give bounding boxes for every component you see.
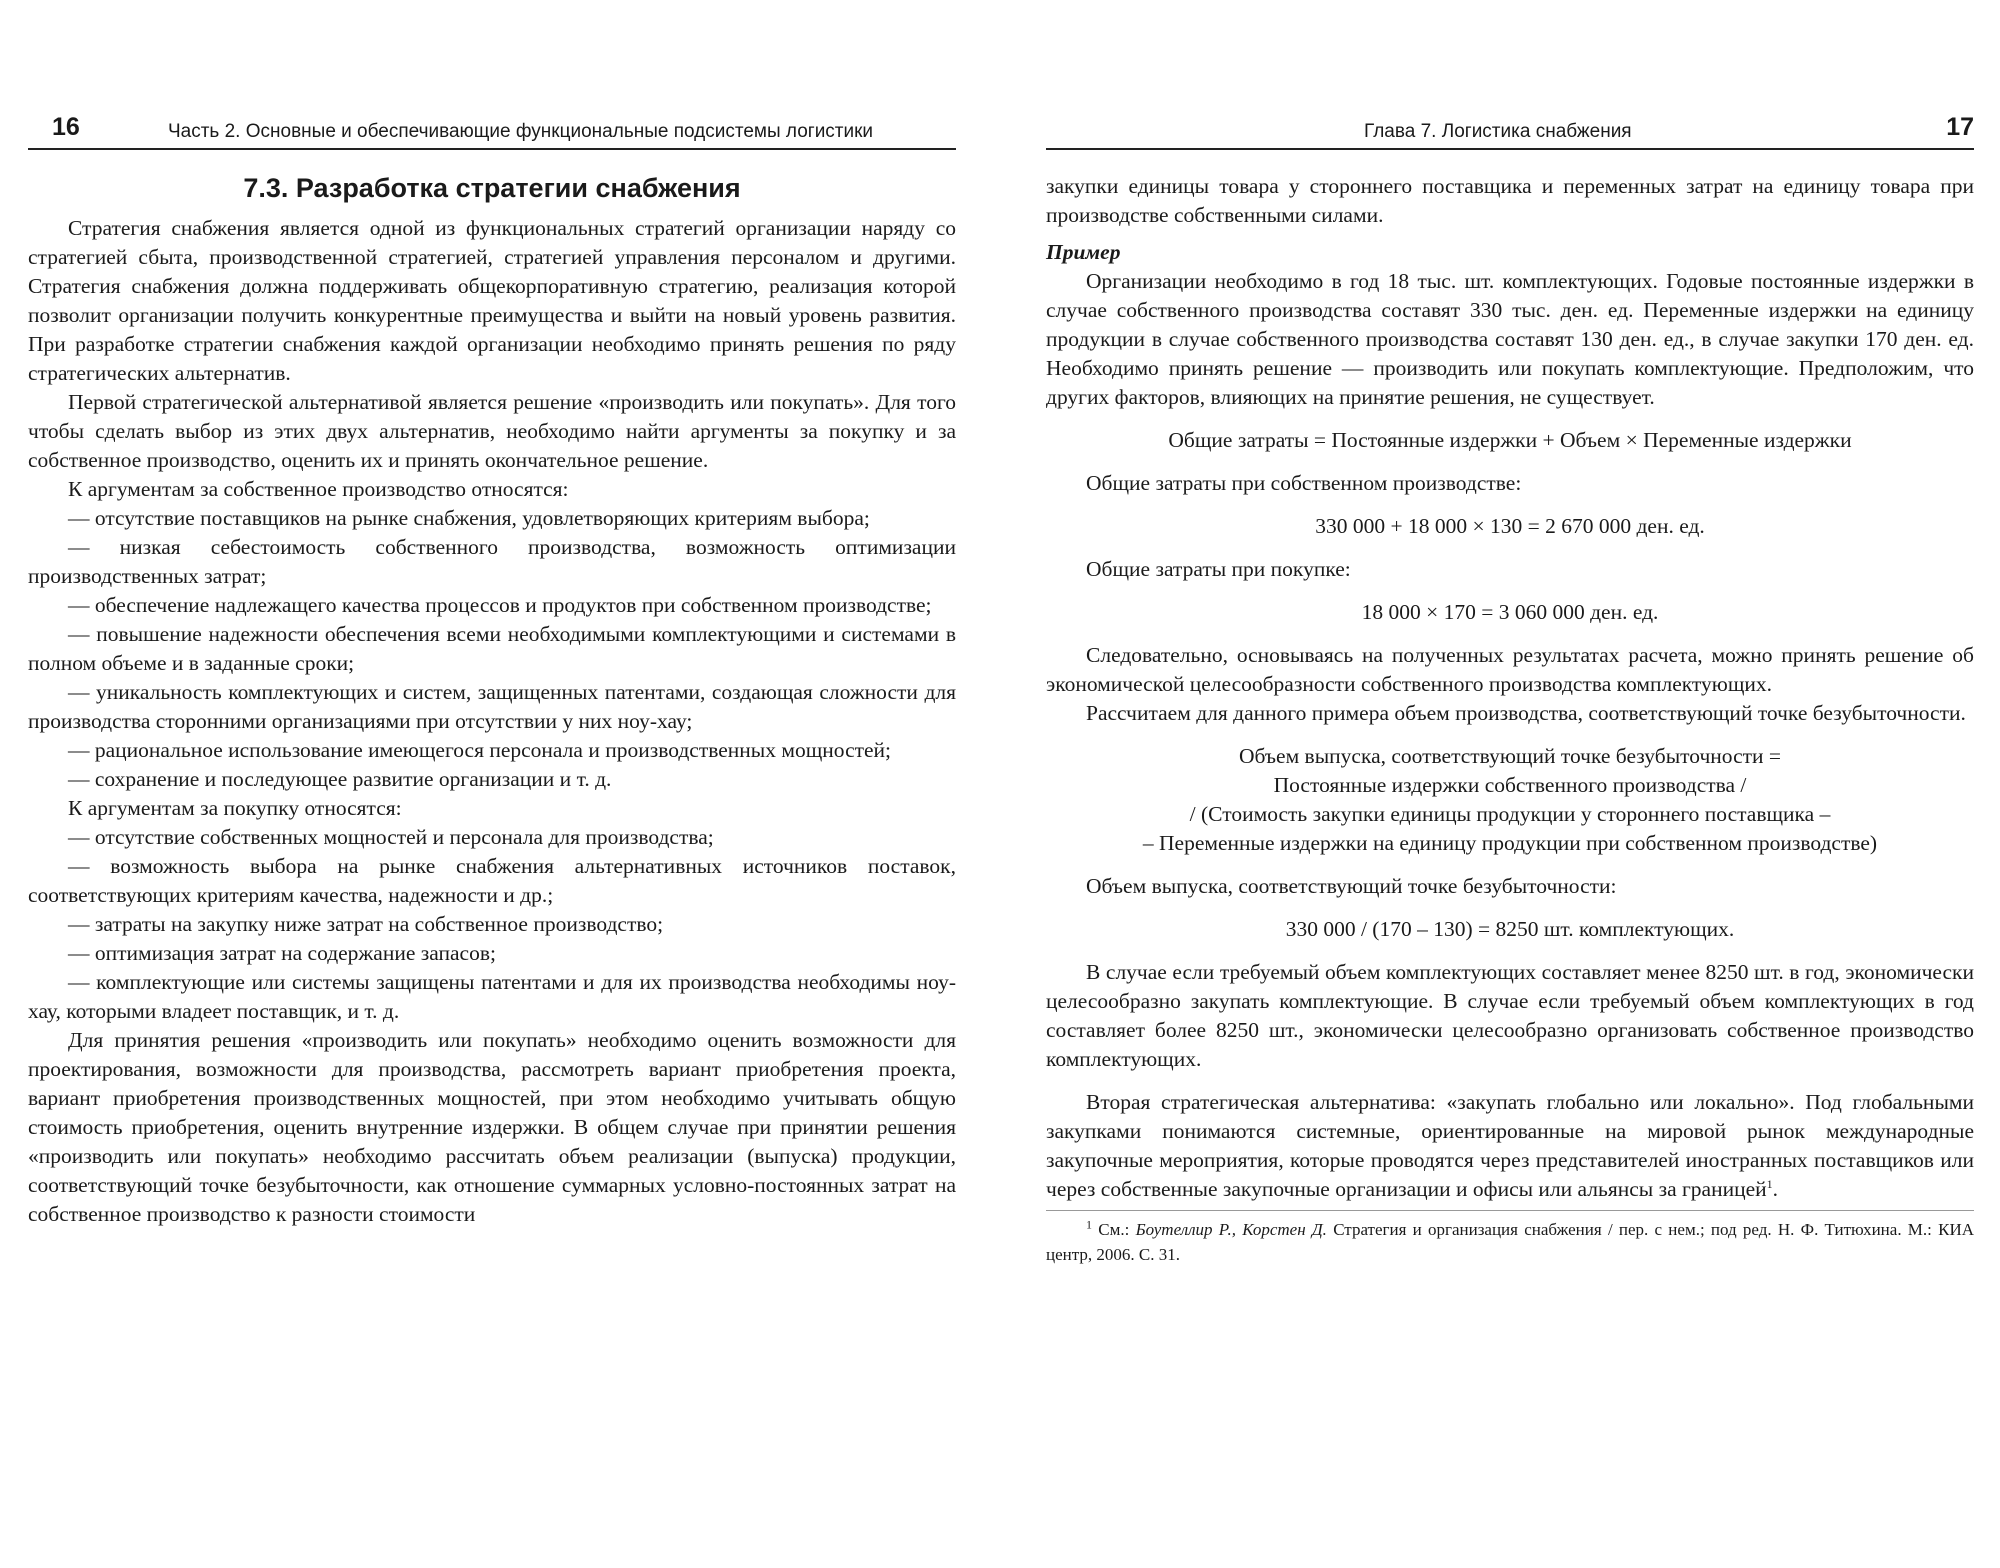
- label-purchase: Общие затраты при покупке:: [1086, 557, 1351, 581]
- breakeven-calc: 330 000 / (170 – 130) = 8250 шт. комплектующих.: [1285, 917, 1735, 941]
- left-page-body: [28, 168, 956, 1229]
- calc-own-production: 330 000 + 18 000 × 130 = 2 670 000 ден. ед.: [1315, 514, 1705, 538]
- breakeven-formula-line: Объем выпуска, соответствующий точке безубыточности =: [1238, 744, 1782, 768]
- left-page-number: 16: [52, 113, 80, 141]
- second-alternative-text: Вторая стратегическая альтернатива: «закупать глобально или локально». Под глобальными закупками понимаются системные, ориентированные на мировой рынок международные закупочные мероприятия, которые проводятся через представителей иностранных поставщиков или через собственные закупочные организации и офисы или альянсы за границей: [1046, 1090, 1974, 1201]
- paragraph: Стратегия снабжения является одной из функциональных стратегий организации наряду со стратегией сбыта, производственной стратегией, стратегией управления персоналом и другими. Стратегия снабжения должна поддерживать общекорпоративную стратегию, реализация которой позволит организации получить конкурентные преимущества и выйти на новый уровень развития. При разработке стратегии снабжения каждой организации необходимо принять решения по ряду стратегических альтернатив.: [28, 216, 956, 385]
- paragraph: К аргументам за покупку относятся:: [68, 796, 402, 820]
- list-item: — затраты на закупку ниже затрат на собственное производство;: [68, 912, 664, 936]
- list-item: — низкая себестоимость собственного производства, возможность оптимизации производственных затрат;: [28, 535, 956, 588]
- breakeven-text: В случае если требуемый объем комплектующих составляет менее 8250 шт. в год, экономически целесообразно закупать комплектующие. В случае если требуемый объем комплектующих в год составляет более 8250 шт., экономически целесообразно организовать собственное производство комплектующих.: [1046, 960, 1974, 1071]
- right-page-number: 17: [1946, 113, 1974, 141]
- list-item: — комплектующие или системы защищены патентами и для их производства необходимы ноу-хау, которыми владеет поставщик, и т. д.: [28, 970, 956, 1023]
- paragraph: Первой стратегической альтернативой является решение «производить или покупать». Для того чтобы сделать выбор из этих двух альтернатив, необходимо найти аргументы за покупку и за собственное производство, оценить их и принять окончательное решение.: [28, 390, 956, 472]
- footnote: [1046, 1210, 1974, 1267]
- list-item: — оптимизация затрат на содержание запасов;: [68, 941, 496, 965]
- list-item: — сохранение и последующее развитие организации и т. д.: [68, 767, 612, 791]
- left-running-title: Часть 2. Основные и обеспечивающие функциональные подсистемы логистики: [168, 121, 874, 142]
- list-item: — рациональное использование имеющегося персонала и производственных мощностей;: [68, 738, 892, 762]
- left-page: [28, 0, 956, 1568]
- footnote-reference: 1: [1766, 1176, 1773, 1191]
- list-item: — отсутствие поставщиков на рынке снабжения, удовлетворяющих критериям выбора;: [68, 506, 870, 530]
- breakeven-intro: Рассчитаем для данного примера объем производства, соответствующий точке безубыточности.: [1086, 701, 1966, 725]
- right-page-body: [1046, 172, 1974, 1267]
- right-running-head: [1046, 113, 1974, 150]
- right-page: [1046, 0, 1974, 1568]
- breakeven-formula: [1046, 742, 1974, 858]
- list-item: — возможность выбора на рынке снабжения альтернативных источников поставок, соответствующих критериям качества, надежности и др.;: [28, 854, 956, 907]
- second-alternative-paragraph: Вторая стратегическая альтернатива: «закупать глобально или локально». Под глобальными закупками понимаются системные, ориентированные на мировой рынок международные закупочные мероприятия, которые проводятся через представителей иностранных поставщиков или через собственные закупочные организации и офисы или альянсы за границей$^1$.: [1046, 1090, 1974, 1201]
- footnote-prefix: См.:: [1098, 1220, 1130, 1239]
- breakeven-label: Объем выпуска, соответствующий точке безубыточности:: [1086, 874, 1617, 898]
- list-item: — отсутствие собственных мощностей и персонала для производства;: [68, 825, 714, 849]
- continuation-paragraph: закупки единицы товара у стороннего поставщика и переменных затрат на единицу товара при производстве собственными силами.: [1046, 174, 1974, 227]
- formula-total-costs: Общие затраты = Постоянные издержки + Объем × Переменные издержки: [1168, 428, 1852, 452]
- calc-purchase: 18 000 × 170 = 3 060 000 ден. ед.: [1361, 600, 1659, 624]
- footnote-marker: 1: [1086, 1217, 1092, 1232]
- right-running-title: Глава 7. Логистика снабжения: [1364, 121, 1632, 142]
- footnote-authors: Боутеллир Р., Корстен Д.: [1135, 1220, 1327, 1239]
- conclusion-paragraph: Следовательно, основываясь на полученных результатах расчета, можно принять решение об экономической целесообразности собственного производства комплектующих.: [1046, 643, 1974, 696]
- breakeven-formula-line: Постоянные издержки собственного производства /: [1273, 773, 1747, 797]
- paragraph: К аргументам за собственное производство относятся:: [68, 477, 569, 501]
- example-text: Организации необходимо в год 18 тыс. шт. комплектующих. Годовые постоянные издержки в случае собственного производства составят 330 тыс. ден. ед. Переменные издержки на единицу продукции в случае собственного производства составят 130 ден. ед., в случае закупки 170 ден. ед. Необходимо принять решение — производить или покупать комплектующие. Предположим, что других факторов, влияющих на принятие решения, не существует.: [1046, 269, 1974, 409]
- paragraph: Для принятия решения «производить или покупать» необходимо оценить возможности для проектирования, возможности для производства, рассмотреть вариант приобретения проекта, вариант приобретения производственных мощностей, при этом необходимо учитывать общую стоимость приобретения, оценить внутренние издержки. В общем случае при принятии решения «производить или покупать» необходимо рассчитать объем реализации (выпуска) продукции, соответствующий точке безубыточности, как отношение суммарных условно-постоянных затрат на собственное производство к разности стоимости: [28, 1028, 956, 1226]
- footnote-citation: Стратегия и организация снабжения / пер. с нем.; под ред. Н. Ф. Титюхина. М.: КИА центр, 2006. С. 31.: [1046, 1220, 1975, 1264]
- footnote-body: [1046, 1217, 1974, 1267]
- breakeven-formula-line: / (Стоимость закупки единицы продукции у стороннего поставщика –: [1189, 802, 1831, 826]
- breakeven-formula-line: – Переменные издержки на единицу продукции при собственном производстве): [1142, 831, 1878, 855]
- list-item: — уникальность комплектующих и систем, защищенных патентами, создающая сложности для производства сторонними организациями при отсутствии у них ноу-хау;: [28, 680, 956, 733]
- list-item: — повышение надежности обеспечения всеми необходимыми комплектующими и системами в полном объеме и в заданные сроки;: [28, 622, 956, 675]
- list-item: — обеспечение надлежащего качества процессов и продуктов при собственном производстве;: [68, 593, 932, 617]
- example-title: Пример: [1046, 240, 1121, 264]
- label-own-production: Общие затраты при собственном производстве:: [1086, 471, 1522, 495]
- left-running-head: [28, 113, 956, 150]
- section-heading: 7.3. Разработка стратегии снабжения: [243, 173, 741, 203]
